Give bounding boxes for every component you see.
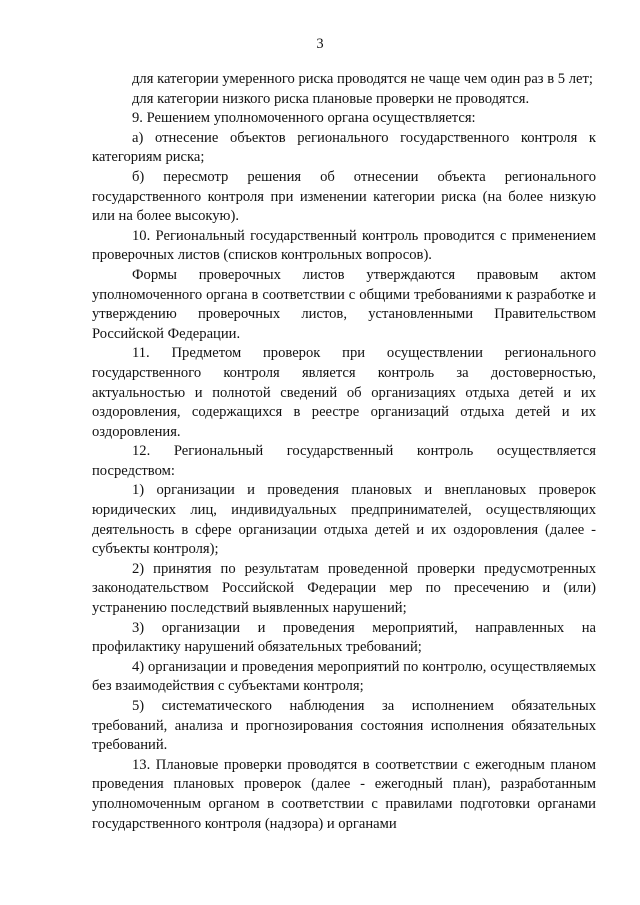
paragraph-item-12-3: 3) организации и проведения мероприятий, направленных на профилактику нарушений обязательных требований; <box>92 619 596 656</box>
paragraph-item-10: 10. Региональный государственный контроль проводится с применением проверочных листов (списков контрольных вопросов). <box>92 227 596 264</box>
paragraph-item-9a: а) отнесение объектов регионального государственного контроля к категориям риска; <box>92 129 596 166</box>
paragraph-item-12: 12. Региональный государственный контроль осуществляется посредством: <box>92 443 596 479</box>
paragraph-item-13: 13. Плановые проверки проводятся в соответствии с ежегодным планом проведения плановых проверок (далее - ежегодный план), разработанным уполномоченным органом в соответствии с правилами подготовки органами государственного контроля (надзора) и органами <box>92 756 596 832</box>
paragraph-low-risk: для категории низкого риска плановые проверки не проводятся. <box>132 90 530 107</box>
paragraph-item-11: 11. Предметом проверок при осуществлении регионального государственного контроля является контроль за достоверностью, актуальностью и полнотой сведений об организациях отдыха детей и их оздоровления, содержащихся в реестре организаций отдыха детей и их оздоровления. <box>92 345 596 440</box>
paragraph-moderate-risk: для категории умеренного риска проводятся не чаще чем один раз в 5 лет; <box>132 71 593 87</box>
paragraph-item-12-1: 1) организации и проведения плановых и внеплановых проверок юридических лиц, индивидуальных предпринимателей, осуществляющих деятельность в сфере организации отдыха детей и их оздоровления (далее - субъекты контроля); <box>92 482 596 558</box>
page-number: 3 <box>316 36 324 52</box>
paragraph-item-12-4: 4) организации и проведения мероприятий по контролю, осуществляемых без взаимодействия с субъектами контроля; <box>92 658 596 695</box>
paragraph-item-9b: б) пересмотр решения об отнесении объекта регионального государственного контроля при изменении категории риска (на более низкую или на более высокую). <box>92 168 596 225</box>
paragraph-item-12-5: 5) систематического наблюдения за исполнением обязательных требований, анализа и прогнозирования состояния исполнения обязательных требований. <box>92 698 596 754</box>
paragraph-checklist-forms: Формы проверочных листов утверждаются правовым актом уполномоченного органа в соответствии с общими требованиями к разработке и утверждению проверочных листов, установленными Правительством Российской Федерации. <box>92 266 596 342</box>
document-body <box>92 70 596 834</box>
paragraph-item-9: 9. Решением уполномоченного органа осуществляется: <box>132 110 476 127</box>
paragraph-item-12-2: 2) принятия по результатам проведенной проверки предусмотренных законодательством Российской Федерации мер по пресечению и (или) устранению последствий выявленных нарушений; <box>92 560 596 617</box>
